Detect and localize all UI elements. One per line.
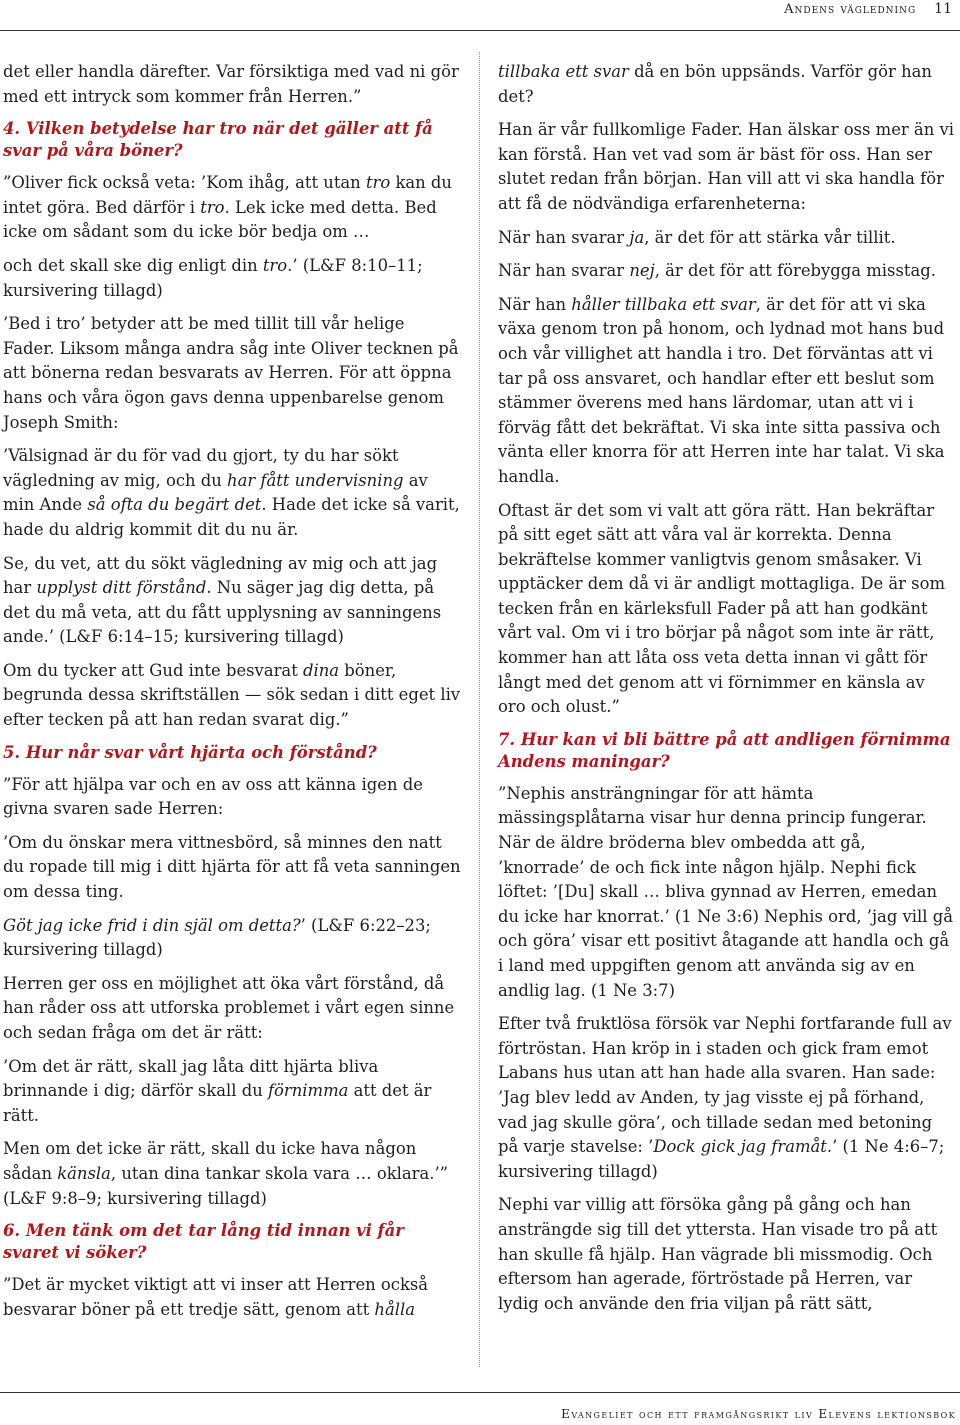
paragraph: tillbaka ett svar då en bön uppsänds. Varför gör han det? bbox=[498, 62, 932, 106]
section-heading: 4. Vilken betydelse har tro när det gäller att få svar på våra böner? bbox=[3, 119, 433, 161]
paragraph: ”Nephis ansträngningar för att hämta mässingsplåtarna visar hur denna princip fungerar. När de äldre bröderna blev ombedda att gå, ’knorrade’ de och fick inte någon hjälp. Nephi fick löftet: ’[Du] skall … bliva gynnad av Herren, emedan du icke har knorrat.’ (1 Ne 3:6) Nephis ord, ’jag vill gå och göra’ visar ett positivt åtagande att handla och gå i land med uppgiften genom att använda sig av en andlig lag. (1 Ne 3:7) bbox=[498, 783, 953, 1000]
paragraph: ’Om du önskar mera vittnesbörd, så minnes den natt du ropade till mig i ditt hjärta för att få veta sanningen om dessa ting. bbox=[3, 832, 461, 902]
section-heading: 6. Men tänk om det tar lång tid innan vi får svaret vi söker? bbox=[3, 1221, 404, 1263]
paragraph: Herren ger oss en möjlighet att öka vårt förstånd, då han råder oss att utforska problemet i vårt egen sinne och sedan fråga om det är rätt: bbox=[3, 973, 455, 1042]
paragraph: Se, du vet, att du sökt vägledning av mig och att jag har upplyst ditt förstånd. Nu säger jag dig detta, på det du må veta, att du fått upplysning av sanningens ande.’ (L&F 6:14–15; kursivering tillagd) bbox=[3, 553, 442, 647]
paragraph: Om du tycker att Gud inte besvarat dina böner, begrunda dessa skriftställen — sök sedan i ditt eget liv efter tecken på att han redan svarat dig.” bbox=[3, 660, 461, 730]
paragraph: Nephi var villig att försöka gång på gång och han ansträngde sig till det yttersta. Han visade tro på att han skulle få hjälp. Han vägrade bli missmodig. Och eftersom han agerade, förtröstade på Herren, var lydig och använde den fria viljan på rätt sätt, bbox=[498, 1195, 938, 1313]
column-divider bbox=[479, 52, 480, 1367]
paragraph: Göt jag icke frid i din själ om detta?’ (L&F 6:22–23; kursivering tillagd) bbox=[3, 915, 431, 960]
footer-rule bbox=[0, 1392, 960, 1393]
header-rule bbox=[0, 30, 960, 31]
page-number: 11 bbox=[934, 1, 952, 17]
paragraph: Men om det icke är rätt, skall du icke hava någon sådan känsla, utan dina tankar skola vara … oklara.’” (L&F 9:8–9; kursivering tillagd) bbox=[3, 1139, 449, 1208]
section-heading: 7. Hur kan vi bli bättre på att andligen förnimma Andens maningar? bbox=[498, 729, 951, 771]
paragraph: Han är vår fullkomlige Fader. Han älskar oss mer än vi kan förstå. Han vet vad som är bäst för oss. Han ser slutet redan från början. Han vill att vi ska handla för att få de nödvändiga erfarenheterna: bbox=[498, 120, 954, 213]
section-heading: 5. Hur når svar vårt hjärta och förstånd? bbox=[3, 742, 377, 762]
paragraph: ’Om det är rätt, skall jag låta ditt hjärta bliva brinnande i dig; därför skall du förnimma att det är rätt. bbox=[3, 1056, 432, 1125]
paragraph: Oftast är det som vi valt att göra rätt. Han bekräftar på sitt eget sätt att våra val är korrekta. Denna bekräftelse kommer vanligtvis genom småsaker. Vi upptäcker dem då vi är andligt mottagliga. De är som tecken från en kärleksfull Fader på att han godkänt vårt val. Om vi i tro börjar på något som inte är rätt, kommer han att låta oss veta detta innan vi gått för långt med det genom att vi förnimmer en känsla av oro och olust.” bbox=[498, 500, 946, 717]
paragraph: Efter två fruktlösa försök var Nephi fortfarande full av förtröstan. Han kröp in i staden och gick fram emot Labans hus utan att han hade alla svaren. Han sade: ’Jag blev ledd av Anden, ty jag visste ej på förhand, vad jag skulle göra’, och tillade sedan med betoning på varje stavelse: ’Dock gick jag framåt.’ (1 Ne 4:6–7; kursivering tillagd) bbox=[498, 1014, 952, 1181]
running-head bbox=[784, 0, 952, 19]
running-head-title: Andens vägledning bbox=[784, 2, 917, 17]
paragraph: ”För att hjälpa var och en av oss att känna igen de givna svaren sade Herren: bbox=[3, 774, 423, 819]
footer-text: Evangeliet och ett framgångsrikt liv Elevens lektionsbok bbox=[561, 1407, 956, 1421]
paragraph: ”Det är mycket viktigt att vi inser att Herren också besvarar böner på ett tredje sätt, genom att hålla bbox=[3, 1275, 429, 1319]
paragraph: ’Välsignad är du för vad du gjort, ty du har sökt vägledning av mig, och du har fått undervisning av min Ande så ofta du begärt det. Hade det icke så varit, hade du aldrig kommit dit du nu är. bbox=[3, 446, 460, 539]
paragraph: När han svarar ja, är det för att stärka vår tillit. bbox=[498, 227, 896, 247]
right-column bbox=[498, 60, 956, 1325]
paragraph: ’Bed i tro’ betyder att be med tillit till vår helige Fader. Liksom många andra såg inte Oliver tecknen på att bönerna redan besvarats av Herren. För att öppna hans och våra ögon gavs denna uppenbarelse genom Joseph Smith: bbox=[3, 314, 459, 432]
paragraph: När han svarar nej, är det för att förebygga misstag. bbox=[498, 261, 936, 281]
paragraph: det eller handla därefter. Var försiktiga med vad ni gör med ett intryck som kommer från Herren.” bbox=[3, 62, 459, 106]
paragraph: ”Oliver fick också veta: ’Kom ihåg, att utan tro kan du intet göra. Bed därför i tro. Lek icke med detta. Bed icke om sådant som du icke bör bedja om … bbox=[3, 173, 452, 242]
left-column bbox=[3, 60, 461, 1331]
paragraph: När han håller tillbaka ett svar, är det för att vi ska växa genom tron på honom, och lydnad mot hans bud och vår villighet att handla i tro. Det förväntas att vi tar på oss ansvaret, och handlar efter ett beslut som stämmer överens med hans lärdomar, utan att vi i förväg fått det bekräftat. Vi ska inte sitta passiva och vänta eller knorra för att Herren inte har talat. Vi ska handla. bbox=[498, 294, 945, 486]
paragraph: och det skall ske dig enligt din tro.’ (L&F 8:10–11; kursivering tillagd) bbox=[3, 255, 423, 300]
